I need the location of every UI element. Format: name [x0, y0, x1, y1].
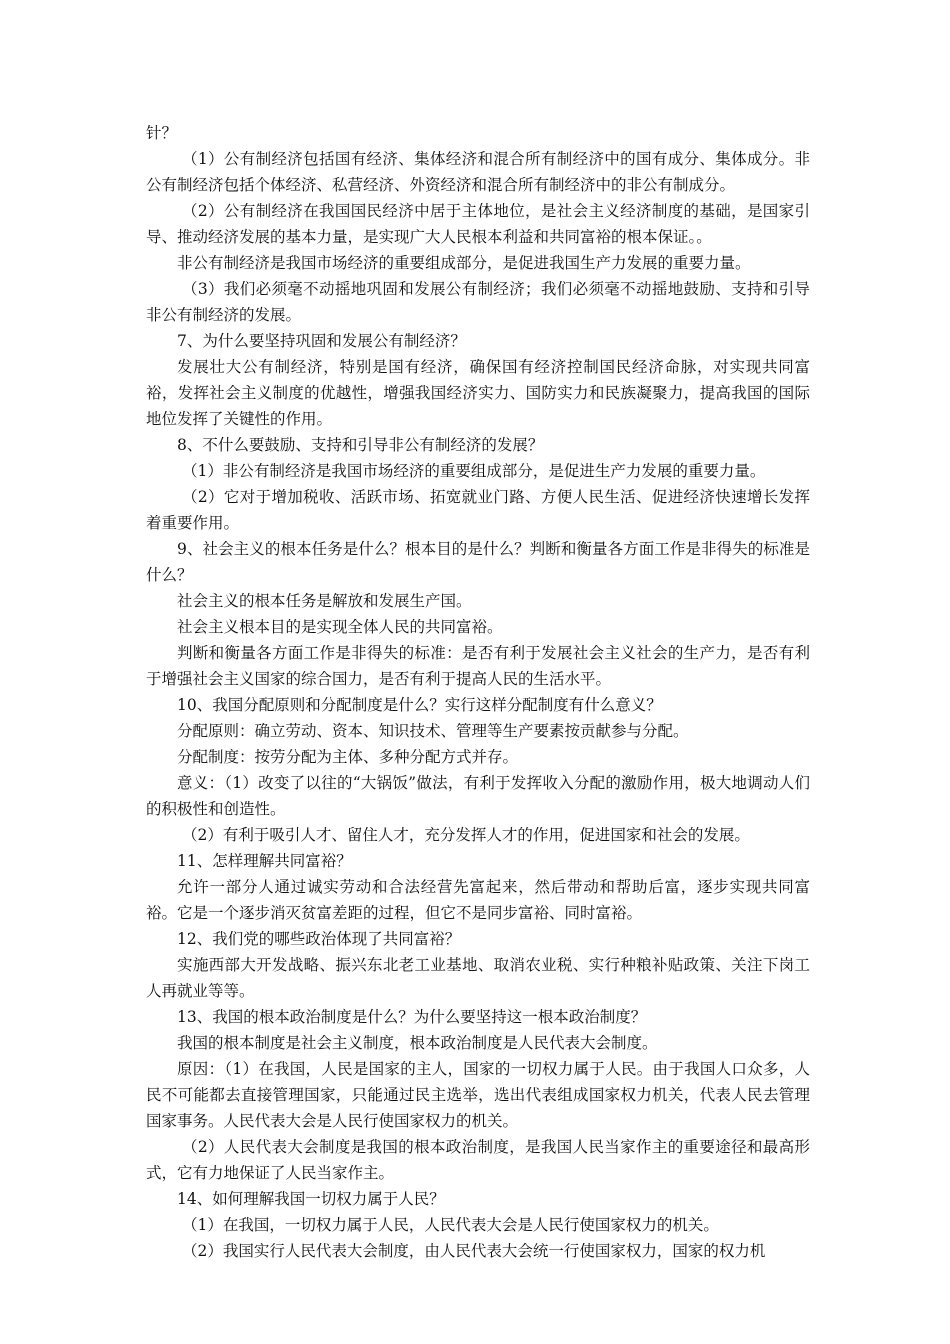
paragraph: 9、社会主义的根本任务是什么？根本目的是什么？判断和衡量各方面工作是非得失的标准是什么？	[146, 540, 810, 584]
paragraph: 14、如何理解我国一切权力属于人民？	[177, 1190, 445, 1208]
paragraph: 7、为什么要坚持巩固和发展公有制经济？	[177, 332, 466, 350]
paragraph: （1）公有制经济包括国有经济、集体经济和混合所有制经济中的国有成分、集体成分。非公有制经济包括个体经济、私营经济、外资经济和混合所有制经济中的非公有制成分。	[146, 150, 810, 194]
paragraph: 意义：（1）改变了以往的“大锅饭”做法，有利于发挥收入分配的激励作用，极大地调动人们的积极性和创造性。	[146, 774, 810, 818]
paragraph: （3）我们必须毫不动摇地巩固和发展公有制经济；我们必须毫不动摇地鼓励、支持和引导非公有制经济的发展。	[146, 280, 810, 324]
paragraph: 13、我国的根本政治制度是什么？为什么要坚持这一根本政治制度？	[177, 1008, 647, 1026]
paragraph: （1）非公有制经济是我国市场经济的重要组成部分，是促进生产力发展的重要力量。	[182, 462, 766, 480]
paragraph: （2）我国实行人民代表大会制度，由人民代表大会统一行使国家权力，国家的权力机	[182, 1242, 766, 1260]
paragraph: （2）人民代表大会制度是我国的根本政治制度，是我国人民当家作主的重要途径和最高形式，它有力地保证了人民当家作主。	[146, 1138, 810, 1182]
paragraph: 社会主义的根本任务是解放和发展生产国。	[177, 592, 472, 610]
paragraph: 分配制度：按劳分配为主体、多种分配方式并存。	[177, 748, 519, 766]
paragraph: 针？	[146, 124, 178, 142]
paragraph: 非公有制经济是我国市场经济的重要组成部分，是促进我国生产力发展的重要力量。	[177, 254, 751, 272]
document-page	[146, 120, 810, 1264]
paragraph: 8、不什么要鼓励、支持和引导非公有制经济的发展？	[177, 436, 544, 454]
paragraph: 11、怎样理解共同富裕？	[177, 852, 352, 870]
paragraph: （2）有利于吸引人才、留住人才，充分发挥人才的作用，促进国家和社会的发展。	[182, 826, 750, 844]
paragraph: 社会主义根本目的是实现全体人民的共同富裕。	[177, 618, 503, 636]
paragraph: 12、我们党的哪些政治体现了共同富裕？	[177, 930, 461, 948]
paragraph: 发展壮大公有制经济，特别是国有经济，确保国有经济控制国民经济命脉，对实现共同富裕，发挥社会主义制度的优越性，增强我国经济实力、国防实力和民族凝聚力，提高我国的国际地位发挥了关键性的作用。	[146, 358, 810, 428]
paragraph: （1）在我国，一切权力属于人民，人民代表大会是人民行使国家权力的机关。	[182, 1216, 719, 1234]
paragraph: 允许一部分人通过诚实劳动和合法经营先富起来，然后带动和帮助后富，逐步实现共同富裕。它是一个逐步消灭贫富差距的过程，但它不是同步富裕、同时富裕。	[146, 878, 810, 922]
paragraph: 原因：（1）在我国，人民是国家的主人，国家的一切权力属于人民。由于我国人口众多，人民不可能都去直接管理国家，只能通过民主选举，选出代表组成国家权力机关，代表人民去管理国家事务。人民代表大会是人民行使国家权力的机关。	[146, 1060, 810, 1130]
paragraph: 分配原则：确立劳动、资本、知识技术、管理等生产要素按贡献参与分配。	[177, 722, 689, 740]
paragraph: （2）它对于增加税收、活跃市场、拓宽就业门路、方便人民生活、促进经济快速增长发挥着重要作用。	[146, 488, 810, 532]
paragraph: 实施西部大开发战略、振兴东北老工业基地、取消农业税、实行种粮补贴政策、关注下岗工人再就业等等。	[146, 956, 810, 1000]
paragraph: 10、我国分配原则和分配制度是什么？实行这样分配制度有什么意义？	[177, 696, 662, 714]
paragraph: 我国的根本制度是社会主义制度，根本政治制度是人民代表大会制度。	[177, 1034, 658, 1052]
paragraph: 判断和衡量各方面工作是非得失的标准：是否有利于发展社会主义社会的生产力，是否有利于增强社会主义国家的综合国力，是否有利于提高人民的生活水平。	[146, 644, 810, 688]
paragraph: （2）公有制经济在我国国民经济中居于主体地位，是社会主义经济制度的基础，是国家引导、推动经济发展的基本力量，是实现广大人民根本利益和共同富裕的根本保证。。	[146, 202, 810, 246]
